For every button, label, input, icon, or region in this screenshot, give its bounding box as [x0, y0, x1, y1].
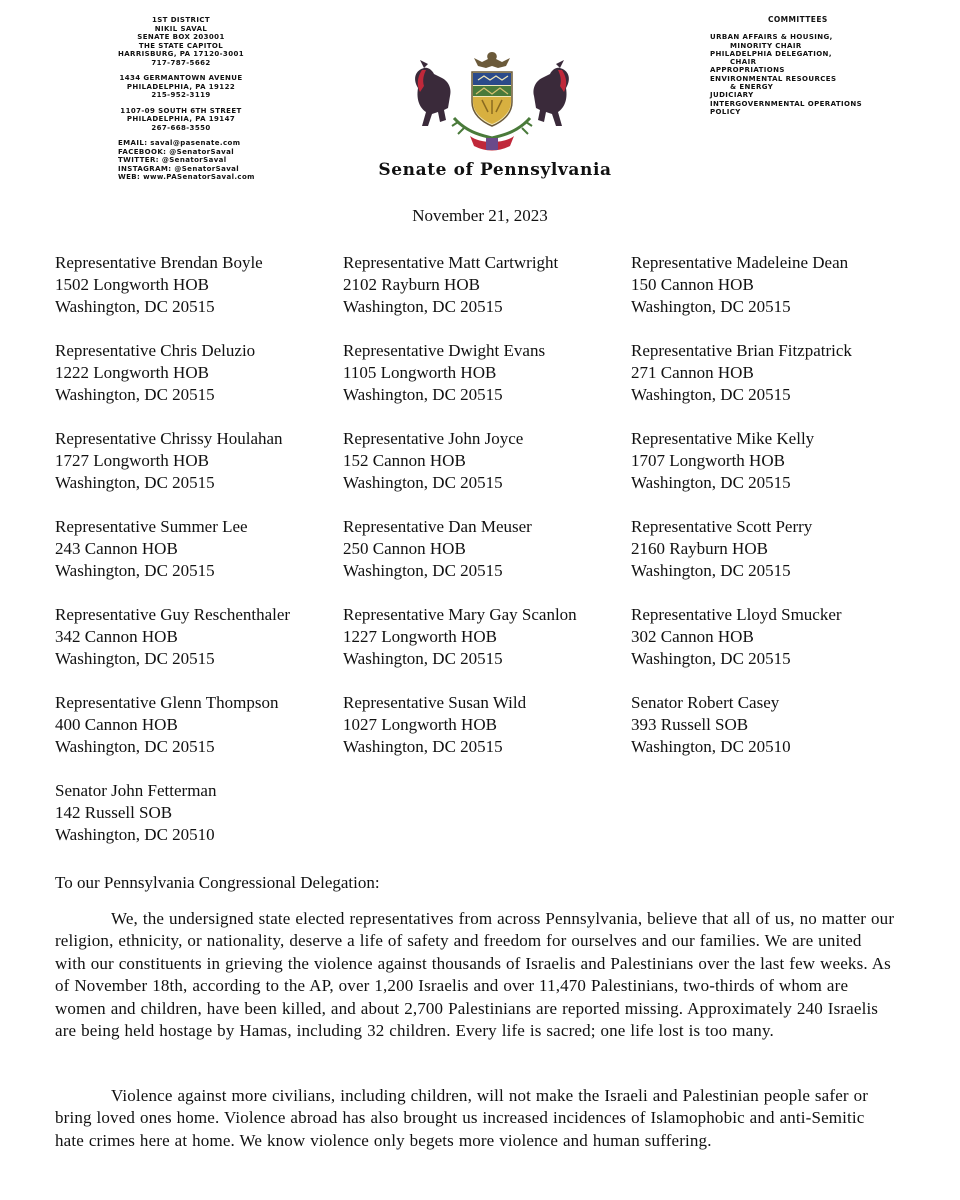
recipient-city: Washington, DC 20515 — [55, 385, 215, 404]
capitol-phone: 717-787-5662 — [151, 58, 211, 67]
recipient-city: Washington, DC 20515 — [631, 385, 791, 404]
recipient-address — [55, 780, 343, 846]
recipient-city: Washington, DC 20510 — [631, 737, 791, 756]
recipient-city: Washington, DC 20515 — [55, 561, 215, 580]
committees-block — [710, 16, 900, 116]
recipient-name: Representative Matt Cartwright — [343, 253, 559, 272]
recipient-name: Representative Dwight Evans — [343, 341, 546, 360]
recipient-city: Washington, DC 20515 — [55, 737, 215, 756]
committee-role: MINORITY CHAIR — [730, 41, 802, 50]
committees-heading: COMMITTEES — [768, 15, 828, 24]
instagram-handle: @SenatorSaval — [174, 164, 240, 173]
committee-item: ENVIRONMENTAL RESOURCES — [710, 74, 837, 83]
committee-item: URBAN AFFAIRS & HOUSING, — [710, 33, 833, 42]
district-office-city: PHILADELPHIA, PA 19147 — [126, 115, 236, 123]
recipient-city: Washington, DC 20515 — [55, 297, 215, 316]
recipient-address — [631, 516, 919, 582]
district-office-street: 1107-09 SOUTH 6TH STREET — [120, 106, 242, 115]
recipient-name: Senator Robert Casey — [631, 693, 780, 712]
recipient-office: 150 Cannon HOB — [631, 275, 754, 294]
body-paragraph: Violence against more civilians, including children, will not make the Israeli and Palestinian people safer or bring loved ones home. Violence abroad has also brought us increased incidences of Islamophobic and anti-Semitic hate crimes here at home. We know violence only begets more violence and human suffering. — [55, 1086, 869, 1150]
senator-contact-block — [96, 16, 266, 182]
recipient-city: Washington, DC 20515 — [631, 297, 791, 316]
recipient-name: Representative John Joyce — [343, 429, 524, 448]
recipient-city: Washington, DC 20515 — [55, 649, 215, 668]
recipient-name: Senator John Fetterman — [55, 781, 217, 800]
pennsylvania-seal-icon — [398, 48, 586, 158]
recipient-address — [55, 428, 343, 494]
recipient-office: 1727 Longworth HOB — [55, 451, 209, 470]
recipient-name: Representative Glenn Thompson — [55, 693, 279, 712]
recipient-name: Representative Susan Wild — [343, 693, 527, 712]
recipient-name: Representative Chrissy Houlahan — [55, 429, 283, 448]
recipient-name: Representative Mike Kelly — [631, 429, 815, 448]
capitol-city: HARRISBURG, PA 17120-3001 — [117, 50, 245, 58]
capitol-line: THE STATE CAPITOL — [138, 41, 224, 50]
district-office-phone: 215-952-3119 — [151, 91, 211, 99]
recipient-office: 271 Cannon HOB — [631, 363, 754, 382]
recipient-address — [631, 428, 919, 494]
recipient-office: 2102 Rayburn HOB — [343, 275, 480, 294]
recipient-office: 1222 Longworth HOB — [55, 363, 209, 382]
recipient-city: Washington, DC 20515 — [343, 297, 503, 316]
recipient-address — [631, 340, 919, 406]
recipient-address — [55, 252, 343, 318]
senate-box: SENATE BOX 203001 — [137, 33, 225, 41]
recipient-office: 142 Russell SOB — [55, 803, 173, 822]
district-office-street: 1434 GERMANTOWN AVENUE — [119, 74, 243, 82]
district-office-phone: 267-668-3550 — [151, 123, 211, 132]
recipient-name: Representative Chris Deluzio — [55, 341, 256, 360]
recipient-address — [343, 340, 631, 406]
recipient-office: 1502 Longworth HOB — [55, 275, 209, 294]
recipient-city: Washington, DC 20515 — [55, 473, 215, 492]
facebook-contact: FACEBOOK: @SenatorSaval — [118, 147, 234, 156]
online-contacts — [96, 139, 266, 182]
instagram-contact: INSTAGRAM: @SenatorSaval — [118, 164, 240, 173]
recipient-office: 342 Cannon HOB — [55, 627, 178, 646]
recipient-name: Representative Guy Reschenthaler — [55, 605, 291, 624]
recipient-address — [55, 604, 343, 670]
recipient-address — [343, 604, 631, 670]
recipient-office: 400 Cannon HOB — [55, 715, 178, 734]
recipient-office: 1027 Longworth HOB — [343, 715, 497, 734]
recipient-city: Washington, DC 20515 — [343, 473, 503, 492]
twitter-handle: @SenatorSaval — [161, 156, 227, 164]
twitter-contact: TWITTER: @SenatorSaval — [118, 156, 227, 164]
web-contact: WEB: www.PASenatorSaval.com — [118, 173, 255, 181]
recipient-office: 152 Cannon HOB — [343, 451, 466, 470]
senator-name: NIKIL SAVAL — [154, 24, 208, 33]
recipient-city: Washington, DC 20515 — [631, 561, 791, 580]
recipient-name: Representative Dan Meuser — [343, 517, 532, 536]
recipient-city: Washington, DC 20515 — [631, 473, 791, 492]
recipient-office: 250 Cannon HOB — [343, 539, 466, 558]
facebook-handle: @SenatorSaval — [169, 147, 234, 156]
recipient-address — [343, 692, 631, 758]
committee-item: INTERGOVERNMENTAL OPERATIONS — [710, 99, 863, 108]
committee-role: CHAIR — [730, 58, 757, 67]
senate-title: Senate of Pennsylvania — [378, 160, 612, 180]
recipient-office: 2160 Rayburn HOB — [631, 539, 768, 558]
committee-item: JUDICIARY — [710, 91, 754, 100]
recipient-name: Representative Summer Lee — [55, 517, 248, 536]
recipient-office: 302 Cannon HOB — [631, 627, 754, 646]
district-label: 1ST DISTRICT — [151, 16, 211, 24]
recipient-address — [343, 428, 631, 494]
committee-item: POLICY — [710, 107, 741, 116]
recipient-city: Washington, DC 20515 — [631, 649, 791, 668]
website-link[interactable]: www.PASenatorSaval.com — [143, 173, 255, 181]
recipient-name: Representative Mary Gay Scanlon — [343, 605, 577, 624]
recipient-office: 243 Cannon HOB — [55, 539, 178, 558]
recipient-name: Representative Madeleine Dean — [631, 253, 849, 272]
letter-date: November 21, 2023 — [412, 206, 548, 225]
recipient-address — [55, 692, 343, 758]
district-office-1 — [96, 74, 266, 100]
salutation: To our Pennsylvania Congressional Delegation: — [55, 873, 380, 892]
recipient-office: 1105 Longworth HOB — [343, 363, 497, 382]
recipient-city: Washington, DC 20515 — [343, 737, 503, 756]
recipient-name: Representative Brendan Boyle — [55, 253, 263, 272]
recipient-city: Washington, DC 20515 — [343, 385, 503, 404]
recipient-list — [55, 252, 919, 846]
recipient-office: 1227 Longworth HOB — [343, 627, 497, 646]
recipient-address — [631, 252, 919, 318]
recipient-name: Representative Lloyd Smucker — [631, 605, 842, 624]
recipient-office: 1707 Longworth HOB — [631, 451, 785, 470]
recipient-city: Washington, DC 20515 — [343, 561, 503, 580]
recipient-name: Representative Brian Fitzpatrick — [631, 341, 852, 360]
email-contact: EMAIL: saval@pasenate.com — [118, 139, 241, 147]
committee-role: & ENERGY — [730, 83, 774, 92]
email-link[interactable]: saval@pasenate.com — [150, 139, 241, 147]
recipient-address — [631, 692, 919, 758]
recipient-address — [631, 604, 919, 670]
committee-item: PHILADELPHIA DELEGATION, — [710, 49, 832, 58]
district-office-city: PHILADELPHIA, PA 19122 — [126, 82, 236, 91]
recipient-address — [343, 516, 631, 582]
recipient-city: Washington, DC 20510 — [55, 825, 215, 844]
recipient-city: Washington, DC 20515 — [343, 649, 503, 668]
recipient-address — [55, 340, 343, 406]
committee-item: APPROPRIATIONS — [710, 66, 785, 75]
district-office-2 — [96, 107, 266, 133]
recipient-address — [55, 516, 343, 582]
body-paragraph: We, the undersigned state elected representatives from across Pennsylvania, believe that all of us, no matter our religion, ethnicity, or nationality, deserve a life of safety and freedom for ourselves and our families. We are united with our constituents in grieving the violence against thousands of Israelis and Palestinians over the last few weeks. As of November 18th, according to the AP, over 1,200 Israelis and over 11,470 Palestinians, two-thirds of whom are women and children, have been killed, and about 2,700 Palestinians are reported missing. Approximately 240 Israelis are being held hostage by Hamas, including 32 children. Every life is sacred; one life lost is too many. — [55, 909, 895, 1041]
recipient-name: Representative Scott Perry — [631, 517, 813, 536]
recipient-address — [343, 252, 631, 318]
capitol-office — [96, 16, 266, 67]
recipient-office: 393 Russell SOB — [631, 715, 749, 734]
